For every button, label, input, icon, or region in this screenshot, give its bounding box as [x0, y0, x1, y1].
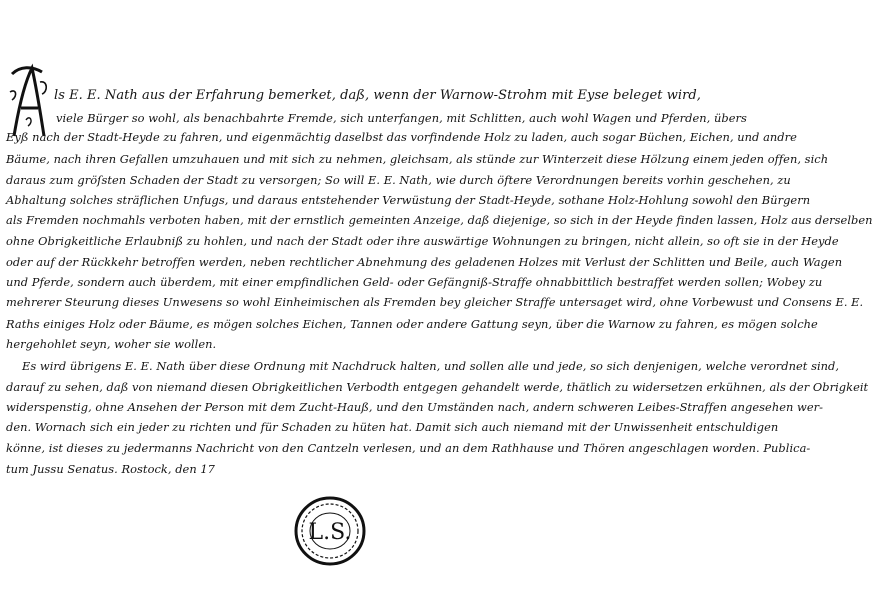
document-line: darauf zu sehen, daß von niemand diesen Obrigkeitlichen Verbodth entgegen gehandelt werde, thätlich zu widersetzen erkühnen, als der Obrigkeit — [6, 380, 869, 394]
document-line: Es wird übrigens E. E. Nath über diese Ordnung mit Nachdruck halten, und sollen alle und jede, so sich denjenigen, welche verordnet sind, — [22, 359, 840, 373]
document-line: viele Bürger so wohl, als benachbahrte Fremde, sich unterfangen, mit Schlitten, auch wohl Wagen und Pferden, übers — [56, 111, 747, 125]
seal-locus-sigilli — [287, 494, 373, 568]
document-line: hergehohlet seyn, woher sie wollen. — [6, 337, 217, 351]
document-line: Eyß nach der Stadt-Heyde zu fahren, und eigenmächtig daselbst das vorfindende Holz zu laden, auch sogar Büchen, Eichen, und andre — [6, 130, 797, 144]
document-line: oder auf der Rückkehr betroffen werden, neben rechtlicher Abnehmung des geladenen Holzes mit Verlust der Schlitten und Beile, auch Wagen — [6, 255, 843, 269]
document-line: mehrerer Steurung dieses Unwesens so wohl Einheimischen als Fremden bey gleicher Straffe untersaget wird, ohne Vorbewust und Consens E. E. — [6, 295, 864, 309]
document-line: widerspenstig, ohne Ansehen der Person mit dem Zucht-Hauß, und den Umständen nach, andern schweren Leibes-Straffen angesehen wer- — [6, 400, 824, 414]
document-line: ohne Obrigkeitliche Erlaubniß zu hohlen, und nach der Stadt oder ihre auswärtige Wohnungen zu bringen, nicht allein, so oft sie in der Heyde — [6, 234, 839, 248]
document-line: daraus zum gröſsten Schaden der Stadt zu versorgen; So will E. E. Nath, wie durch öftere Verordnungen bereits vorhin geschehen, zu — [6, 173, 791, 187]
seal-text: L.S. — [308, 520, 352, 545]
document-line: tum Jussu Senatus. Rostock, den 17 — [6, 462, 215, 476]
document-line: Bäume, nach ihren Gefallen umzuhauen und mit sich zu nehmen, gleichsam, als stünde zur Winterzeit diese Hölzung einem jeden offen, sich — [6, 152, 829, 166]
document-line: als Fremden nochmahls verboten haben, mit der ernstlich gemeinten Anzeige, daß diejenige, so sich in der Heyde finden lassen, Holz aus derselben — [6, 213, 873, 227]
document-line: Abhaltung solches sträflichen Unfugs, und daraus entstehender Verwüstung der Stadt-Heyde, sothane Holz-Hohlung sowohl den Bürgern — [6, 193, 811, 207]
document-line: Raths einiges Holz oder Bäume, es mögen solches Eichen, Tannen oder andere Gattung seyn, über die Warnow zu fahren, es mögen solche — [6, 317, 818, 331]
document-line: ls E. E. Nath aus der Erfahrung bemerket, daß, wenn der Warnow-Strohm mit Eyse beleget wird, — [54, 88, 701, 103]
document-line: könne, ist dieses zu jedermanns Nachricht von den Cantzeln verlesen, und an dem Rathhause und Thören angeschlagen worden. Publica- — [6, 441, 811, 455]
document-line: und Pferde, sondern auch überdem, mit einer empfindlichen Geld- oder Gefängniß-Straffe ohnabbittlich bestraffet werden sollen; Wobey zu — [6, 275, 823, 289]
document-line: den. Wornach sich ein jeder zu richten und für Schaden zu hüten hat. Damit sich auch niemand mit der Unwissenheit entschuldigen — [6, 420, 779, 434]
